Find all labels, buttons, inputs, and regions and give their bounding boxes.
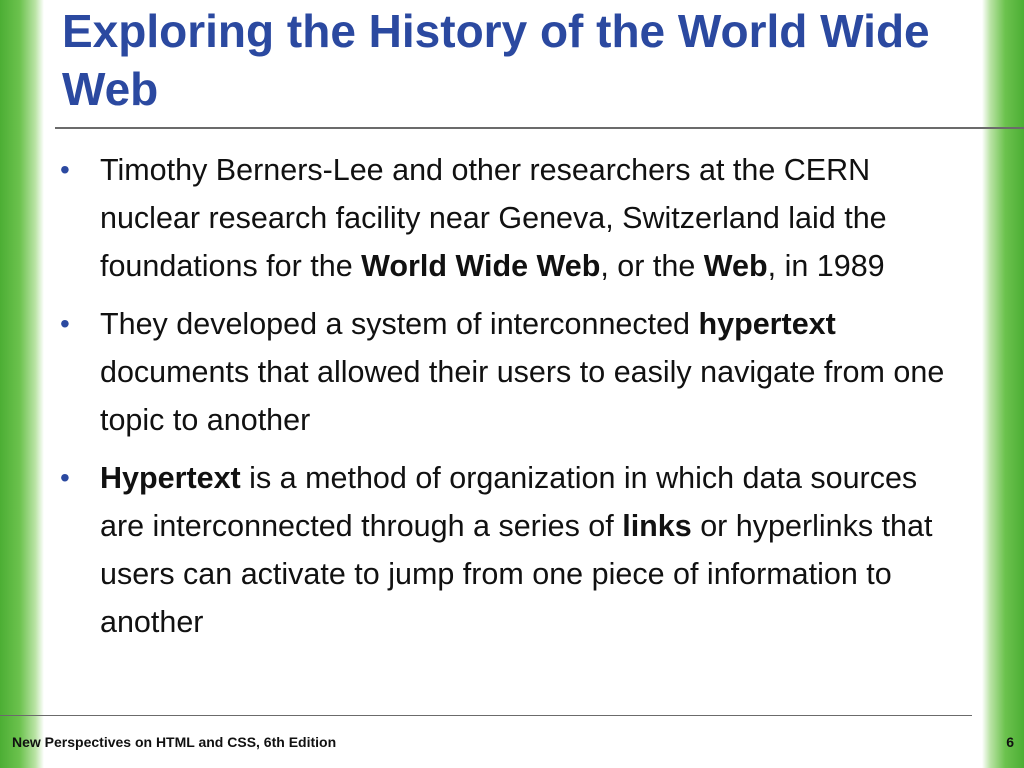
left-green-bar bbox=[0, 0, 44, 768]
bullet-dot-icon: • bbox=[60, 154, 70, 185]
bullet-text-segment: or hyperlinks that users can activate to jump from one piece of information to another bbox=[100, 509, 933, 639]
bullet-text-segment: Timothy Berners-Lee and other researchers at the CERN nuclear research facility near Geneva, Switzerland laid the foundations for the bbox=[100, 153, 887, 283]
bullet-text-segment: , or the bbox=[600, 249, 704, 283]
bullet-dot-icon: • bbox=[60, 308, 70, 339]
bullet-list bbox=[56, 146, 968, 656]
bullet-item bbox=[56, 146, 968, 290]
bullet-keyword: Hypertext bbox=[100, 461, 241, 495]
slide-title: Exploring the History of the World Wide Web bbox=[62, 5, 930, 115]
page-number: 6 bbox=[1006, 734, 1014, 750]
bullet-keyword: links bbox=[622, 509, 692, 543]
footer-text: New Perspectives on HTML and CSS, 6th Edition bbox=[12, 734, 337, 750]
bullet-item bbox=[56, 300, 968, 444]
bullet-text-segment: is a method of organization in which data sources are interconnected through a series of bbox=[100, 461, 918, 543]
bullet-item bbox=[56, 454, 968, 646]
title-divider bbox=[55, 127, 1024, 129]
bullet-text-segment: They developed a system of interconnected bbox=[100, 307, 699, 341]
bullet-dot-icon: • bbox=[60, 462, 70, 493]
footer-divider bbox=[0, 715, 972, 716]
bullet-text bbox=[100, 461, 932, 639]
bullet-text bbox=[100, 153, 887, 283]
bullet-text bbox=[100, 307, 944, 437]
bullet-text-segment: , in 1989 bbox=[767, 249, 885, 283]
bullet-keyword: World Wide Web bbox=[361, 249, 601, 283]
bullet-keyword: Web bbox=[703, 249, 768, 283]
bullet-text-segment: documents that allowed their users to easily navigate from one topic to another bbox=[100, 355, 945, 437]
bullet-keyword: hypertext bbox=[698, 307, 836, 341]
